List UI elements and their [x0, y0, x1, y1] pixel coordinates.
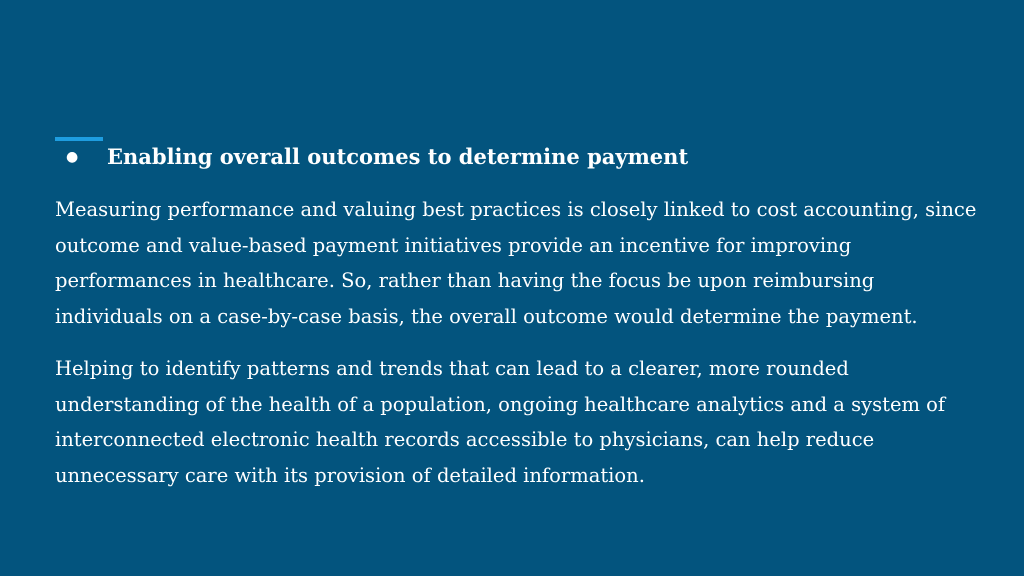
heading-row — [55, 142, 975, 172]
paragraph-2: Helping to identify patterns and trends that can lead to a clearer, more rounded understanding of the health of a population, ongoing healthcare analytics and a system of interconnected electronic health records accessible to physicians, can help reduce unnecessary care with its provision of detailed information. — [55, 357, 946, 487]
bullet-icon: ● — [66, 149, 79, 165]
slide-heading: Enabling overall outcomes to determine payment — [107, 144, 689, 169]
paragraph-1: Measuring performance and valuing best practices is closely linked to cost accounting, since outcome and value-based payment initiatives provide an incentive for improving performances in healthcare. So, rather than having the focus be upon reimbursing individuals on a case-by-case basis, the overall outcome would determine the payment. — [55, 198, 977, 328]
slide-body — [55, 192, 985, 510]
accent-line — [55, 137, 103, 141]
